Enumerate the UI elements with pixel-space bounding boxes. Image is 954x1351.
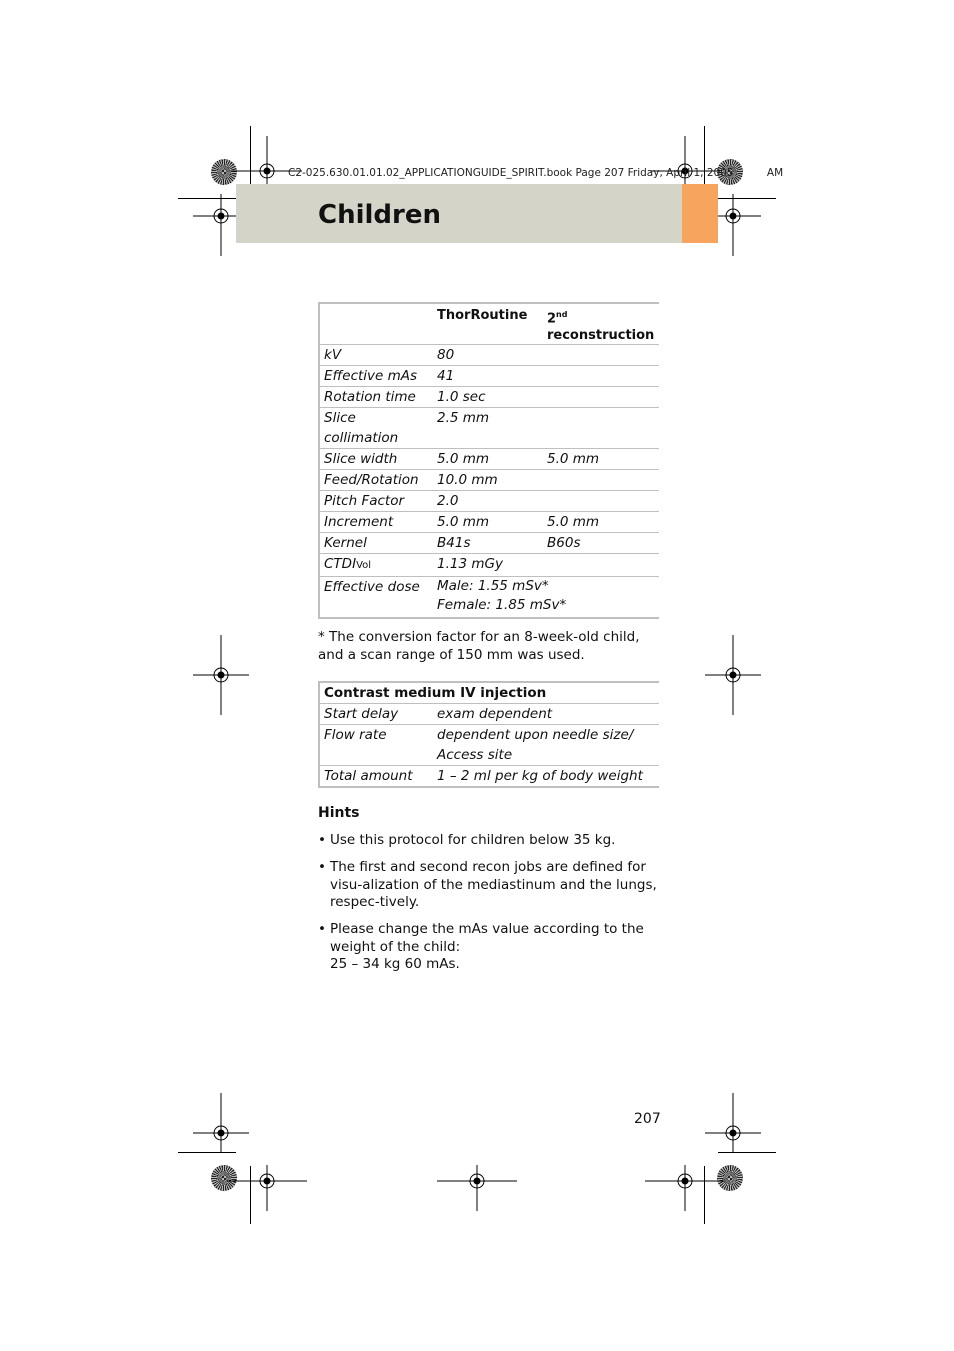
col-header-2nd-recon: 2nd reconstruction bbox=[547, 310, 655, 344]
contrast-table bbox=[318, 681, 659, 788]
table-header-row: Contrast medium IV injection bbox=[319, 682, 659, 704]
page-title: Children bbox=[318, 200, 441, 230]
table-row: kV 80 bbox=[319, 345, 659, 366]
protocol-table bbox=[318, 302, 659, 619]
table-row: Rotation time 1.0 sec bbox=[319, 387, 659, 408]
table-row: Pitch Factor 2.0 bbox=[319, 491, 659, 512]
col-header-routine: ThorRoutine bbox=[437, 308, 528, 323]
table-row: Feed/Rotation 10.0 mm bbox=[319, 470, 659, 491]
hints-heading: Hints bbox=[318, 805, 360, 821]
page-number: 207 bbox=[634, 1111, 661, 1127]
table-row: Flow rate dependent upon needle size/ Access site bbox=[319, 725, 659, 766]
slug-tail: AM bbox=[766, 167, 784, 179]
hint-item: • Use this protocol for children below 35 kg. bbox=[318, 832, 616, 848]
table-row: Start delay exam dependent bbox=[319, 704, 659, 725]
table-row: Slice width 5.0 mm 5.0 mm bbox=[319, 449, 659, 470]
table-row: Total amount 1 – 2 ml per kg of body weight bbox=[319, 766, 659, 788]
hint-item: • The first and second recon jobs are defined for visu-alization of the mediastinum and the lungs, respec-tively. bbox=[318, 859, 657, 910]
header-band bbox=[236, 184, 682, 243]
table-row: Kernel B41s B60s bbox=[319, 533, 659, 554]
table-row: CTDIVol 1.13 mGy bbox=[319, 554, 659, 577]
hint-item: • Please change the mAs value according to the weight of the child: 25 – 34 kg 60 mAs. bbox=[318, 921, 644, 972]
footnote: * The conversion factor for an 8-week-old child, and a scan range of 150 mm was used. bbox=[318, 629, 640, 663]
table-row: Effective mAs 41 bbox=[319, 366, 659, 387]
print-slug bbox=[288, 167, 783, 179]
slug-text: C2-025.630.01.01.02_APPLICATIONGUIDE_SPIRIT.book Page 207 Friday, April 1, 2005 bbox=[288, 167, 734, 179]
table-row: Increment 5.0 mm 5.0 mm bbox=[319, 512, 659, 533]
table-row: Effective dose Male: 1.55 mSv* Female: 1.85 mSv* bbox=[319, 577, 659, 619]
header-accent-tab bbox=[682, 184, 718, 243]
table-row: Slice collimation 2.5 mm bbox=[319, 408, 659, 449]
table-header-row bbox=[319, 303, 659, 345]
